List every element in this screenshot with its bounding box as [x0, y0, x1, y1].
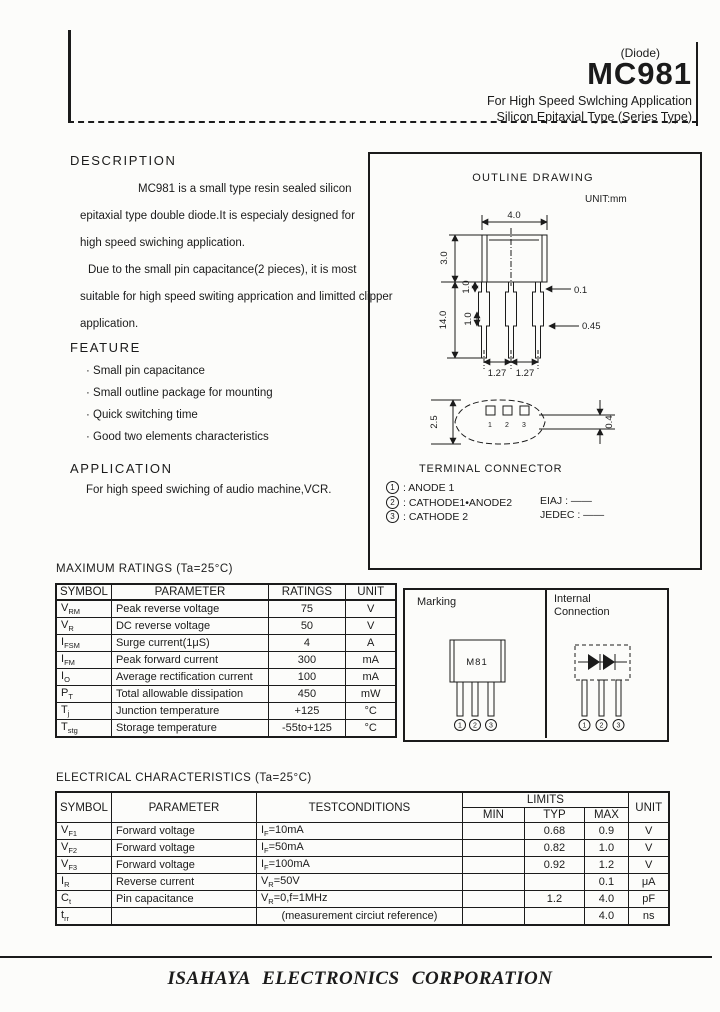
symbol-cell: $V_{F1}$ — [56, 823, 111, 840]
outline-unit-label: UNIT:mm — [585, 194, 627, 205]
symbol-cell: $I_O$ — [56, 669, 111, 686]
parameter-cell: Peak forward current — [111, 652, 268, 669]
symbol-cell: $T_{stg}$ — [56, 720, 111, 738]
dim-label-crimp: 1.0 — [463, 312, 474, 326]
internal-label-line2: Connection — [554, 606, 610, 618]
col-header-unit: UNIT — [345, 584, 396, 600]
condition-cell: $V_R=0,f=1MHz$ — [256, 891, 462, 908]
condition-cell: (measurement circiut reference) — [256, 908, 462, 926]
internal-connection-drawing — [545, 588, 665, 738]
package-leads — [479, 282, 544, 358]
unit-cell: mA — [345, 652, 396, 669]
marking-drawing — [403, 588, 545, 738]
max-cell: 0.1 — [584, 874, 628, 891]
max-ratings-title: MAXIMUM RATINGS (Ta=25°C) — [56, 563, 233, 575]
max-cell: 4.0 — [584, 908, 628, 926]
symbol-cell: $V_R$ — [56, 618, 111, 635]
max-cell: 0.9 — [584, 823, 628, 840]
standards-block — [540, 495, 604, 522]
header-right-border — [696, 42, 698, 126]
col-header-limits: LIMITS — [462, 792, 628, 808]
terminal-pin-2 — [386, 496, 512, 511]
col-header-max: MAX — [584, 808, 628, 823]
max-cell: 4.0 — [584, 891, 628, 908]
table-row — [56, 635, 396, 652]
header-left-border — [68, 30, 71, 123]
table-row — [56, 703, 396, 720]
unit-cell: mA — [345, 669, 396, 686]
marking-package — [450, 640, 505, 716]
description-paragraph — [80, 176, 400, 338]
typ-cell: 0.82 — [524, 840, 584, 857]
typ-cell: 0.92 — [524, 857, 584, 874]
unit-cell: °C — [345, 720, 396, 738]
col-header-ratings: RATINGS — [268, 584, 345, 600]
unit-cell: A — [345, 635, 396, 652]
symbol-cell: $C_t$ — [56, 891, 111, 908]
unit-cell: μA — [628, 874, 669, 891]
parameter-cell: Average rectification current — [111, 669, 268, 686]
parameter-cell: Peak reverse voltage — [111, 600, 268, 618]
min-cell — [462, 840, 524, 857]
max-ratings-table — [55, 583, 397, 738]
rating-cell: 450 — [268, 686, 345, 703]
internal-label-line1: Internal — [554, 593, 591, 605]
table-row — [56, 669, 396, 686]
table-row — [56, 908, 669, 926]
max-ratings-header-row — [56, 584, 396, 600]
table-row — [56, 652, 396, 669]
terminal-pin-3-label: : CATHODE 2 — [403, 511, 469, 523]
min-cell — [462, 823, 524, 840]
symbol-cell: $I_R$ — [56, 874, 111, 891]
pin-3-circle: 3 — [386, 510, 399, 523]
electrical-table — [55, 791, 670, 926]
terminal-pin-3 — [386, 510, 512, 525]
parameter-cell: DC reverse voltage — [111, 618, 268, 635]
description-line: high speed swiching application. — [80, 237, 245, 249]
table-row — [56, 686, 396, 703]
symbol-cell: $I_{FM}$ — [56, 652, 111, 669]
col-header-typ: TYP — [524, 808, 584, 823]
table-row — [56, 891, 669, 908]
dim-label-pitch-left: 1.27 — [487, 368, 507, 379]
table-row — [56, 720, 396, 738]
electrical-header-row-1 — [56, 792, 669, 808]
condition-cell: $I_F=100mA$ — [256, 857, 462, 874]
col-header-parameter: PARAMETER — [111, 792, 256, 823]
rating-cell: 50 — [268, 618, 345, 635]
parameter-cell: Total allowable dissipation — [111, 686, 268, 703]
min-cell — [462, 891, 524, 908]
dim-label-seat-height: 2.5 — [429, 415, 440, 429]
rating-cell: 100 — [268, 669, 345, 686]
header-subtitle-1: For High Speed Swlching Application — [487, 94, 692, 108]
device-category: (Diode) — [620, 46, 660, 60]
outline-title: OUTLINE DRAWING — [472, 172, 594, 184]
dim-label-top-width: 4.0 — [507, 210, 521, 221]
header-subtitle-2: Silicon Epitaxial Type (Series Type) — [496, 110, 692, 124]
package-outline-drawing — [369, 188, 699, 460]
description-heading: DESCRIPTION — [70, 153, 177, 168]
feature-item: · Small pin capacitance — [86, 365, 205, 377]
parameter-cell: Reverse current — [111, 874, 256, 891]
marking-pin-2-number: 2 — [473, 722, 477, 730]
table-row — [56, 857, 669, 874]
unit-cell: V — [628, 823, 669, 840]
unit-cell: mW — [345, 686, 396, 703]
parameter-cell — [111, 908, 256, 926]
col-header-min: MIN — [462, 808, 524, 823]
col-header-symbol: SYMBOL — [56, 584, 111, 600]
typ-cell: 0.68 — [524, 823, 584, 840]
table-row — [56, 840, 669, 857]
application-text: For high speed swiching of audio machine,VCR. — [86, 484, 332, 496]
parameter-cell: Forward voltage — [111, 840, 256, 857]
feature-item: · Quick switching time — [86, 409, 198, 421]
unit-cell: V — [628, 840, 669, 857]
company-name: ISAHAYA ELECTRONICS CORPORATION — [167, 968, 553, 989]
parameter-cell: Junction temperature — [111, 703, 268, 720]
internal-pin-1-number: 1 — [582, 722, 587, 730]
dim-label-lead-width: 0.45 — [582, 321, 601, 332]
parameter-cell: Forward voltage — [111, 823, 256, 840]
symbol-cell: $t_{rr}$ — [56, 908, 111, 926]
symbol-cell: $V_{RM}$ — [56, 600, 111, 618]
parameter-cell: Forward voltage — [111, 857, 256, 874]
marking-text: M81 — [466, 657, 488, 668]
jedec-label: JEDEC : —— — [540, 508, 605, 521]
dim-label-lead-thickness: 0.1 — [574, 285, 588, 296]
min-cell — [462, 857, 524, 874]
rating-cell: 4 — [268, 635, 345, 652]
bottom-pin-1-label: 1 — [488, 422, 492, 429]
terminal-pin-list — [386, 481, 512, 525]
min-cell — [462, 908, 524, 926]
col-header-conditions: TESTCONDITIONS — [256, 792, 462, 823]
application-heading: APPLICATION — [70, 461, 173, 476]
condition-cell: $V_R=50V$ — [256, 874, 462, 891]
condition-cell: $I_F=10mA$ — [256, 823, 462, 840]
typ-cell — [524, 874, 584, 891]
rating-cell: -55to+125 — [268, 720, 345, 738]
unit-cell: pF — [628, 891, 669, 908]
feature-item: · Small outline package for mounting — [86, 387, 273, 399]
table-row — [56, 874, 669, 891]
electrical-title: ELECTRICAL CHARACTERISTICS (Ta=25°C) — [56, 772, 312, 784]
marking-pin-3-number: 3 — [489, 722, 493, 730]
unit-cell: ns — [628, 908, 669, 926]
terminal-pin-2-label: : CATHODE1•ANODE2 — [403, 496, 513, 509]
dim-label-shoulder: 1.0 — [461, 280, 472, 294]
min-cell — [462, 874, 524, 891]
symbol-cell: $P_T$ — [56, 686, 111, 703]
description-line: epitaxial type double diode.It is especialy designed for — [80, 210, 355, 222]
bottom-view-outline — [455, 400, 545, 444]
symbol-cell: $I_{FSM}$ — [56, 635, 111, 652]
package-body — [482, 228, 547, 286]
col-header-unit: UNIT — [628, 792, 669, 823]
terminal-pin-1 — [386, 481, 512, 496]
rating-cell: 75 — [268, 600, 345, 618]
condition-cell: $I_F=50mA$ — [256, 840, 462, 857]
typ-cell: 1.2 — [524, 891, 584, 908]
parameter-cell: Storage temperature — [111, 720, 268, 738]
description-line: MC981 is a small type resin sealed silicon — [138, 183, 352, 195]
internal-circuit — [575, 645, 630, 716]
description-line: suitable for high speed switing apprication and limitted clipper — [80, 291, 393, 303]
table-row — [56, 823, 669, 840]
footer-rule — [0, 956, 712, 958]
rating-cell: +125 — [268, 703, 345, 720]
marking-pin-1-number: 1 — [458, 722, 462, 730]
dim-lead-pitch — [484, 350, 538, 369]
eiaj-label: EIAJ : —— — [540, 495, 592, 507]
internal-pin-3-number: 3 — [616, 722, 621, 730]
feature-item: · Good two elements characteristics — [86, 431, 269, 443]
col-header-parameter: PARAMETER — [111, 584, 268, 600]
col-header-symbol: SYMBOL — [56, 792, 111, 823]
marking-label: Marking — [417, 596, 457, 608]
description-line: Due to the small pin capacitance(2 pieces), it is most — [88, 264, 357, 276]
feature-list — [86, 360, 386, 448]
internal-pin-2-number: 2 — [599, 722, 604, 730]
dim-label-seat-thickness: 0.4 — [604, 415, 615, 429]
parameter-cell: Pin capacitance — [111, 891, 256, 908]
table-row — [56, 618, 396, 635]
description-line: application. — [80, 318, 139, 330]
part-number: MC981 — [587, 56, 692, 91]
typ-cell — [524, 908, 584, 926]
terminal-pin-1-label: : ANODE 1 — [403, 482, 455, 494]
unit-cell: °C — [345, 703, 396, 720]
parameter-cell: Surge current(1μS) — [111, 635, 268, 652]
dim-label-pitch-right: 1.27 — [515, 368, 535, 379]
max-cell: 1.2 — [584, 857, 628, 874]
dim-label-lead-length: 14.0 — [438, 310, 449, 330]
table-row — [56, 600, 396, 618]
rating-cell: 300 — [268, 652, 345, 669]
dim-label-body-height: 3.0 — [439, 251, 450, 265]
symbol-cell: $V_{F2}$ — [56, 840, 111, 857]
max-cell: 1.0 — [584, 840, 628, 857]
terminal-connector-heading: TERMINAL CONNECTOR — [419, 463, 563, 475]
unit-cell: V — [628, 857, 669, 874]
pin-2-circle: 2 — [386, 496, 399, 509]
unit-cell: V — [345, 618, 396, 635]
bottom-pin-2-label: 2 — [505, 422, 509, 429]
symbol-cell: $T_j$ — [56, 703, 111, 720]
pin-1-circle: 1 — [386, 481, 399, 494]
unit-cell: V — [345, 600, 396, 618]
bottom-pin-3-label: 3 — [522, 422, 526, 429]
feature-heading: FEATURE — [70, 340, 141, 355]
symbol-cell: $V_{F3}$ — [56, 857, 111, 874]
